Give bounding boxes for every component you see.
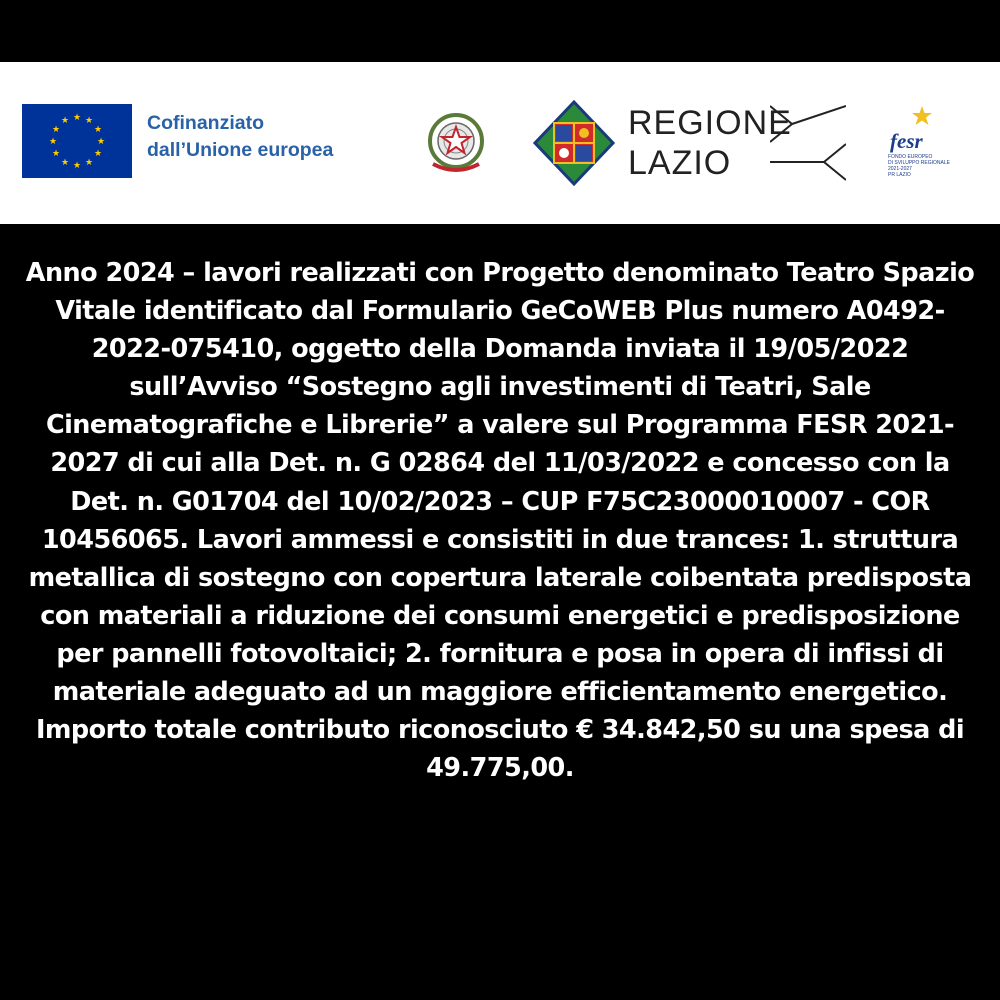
svg-text:★: ★ [84, 116, 94, 126]
svg-text:★: ★ [93, 125, 103, 135]
svg-text:★: ★ [60, 158, 70, 168]
svg-text:★: ★ [72, 161, 82, 171]
svg-text:★: ★ [51, 149, 61, 159]
svg-text:★: ★ [96, 137, 106, 147]
regione-label: REGIONE [628, 104, 792, 142]
logo-band [0, 62, 1000, 224]
eu-flag-icon [22, 104, 132, 178]
svg-text:★: ★ [84, 158, 94, 168]
svg-text:★: ★ [60, 116, 70, 126]
fesr-subtitle-line: FONDO EUROPEO [888, 154, 933, 160]
announcement-text: Anno 2024 – lavori realizzati con Progetto denominato Teatro Spazio Vitale identificato dal Formulario GeCoWEB Plus numero A0492-2022-075410, oggetto della Domanda inviata il 19/05/2022 sull’Avviso “Sostegno agli investimenti di Teatri, Sale Cinematografiche e Librerie” a valere sul Programma FESR 2021-2027 di cui alla Det. n. G 02864 del 11/03/2022 e concesso con la Det. n. G01704 del 10/02/2023 – CUP F75C23000010007 - COR 10456065. Lavori ammessi e consistiti in due trances: 1. struttura metallica di sostegno con copertura laterale coibentata predisposta con materiali a riduzione dei consumi energetici e predisposizione per pannelli fotovoltaici; 2. fornitura e posa in opera di infissi di materiale adeguato ad un maggiore efficientamento energetico. Importo totale contributo riconosciuto € 34.842,50 su una spesa di 49.775,00. [25, 258, 975, 784]
fesr-subtitle-line: DI SVILUPPO REGIONALE [888, 160, 950, 166]
eu-label-line1: Cofinanziato [147, 112, 264, 134]
lazio-label: LAZIO [628, 144, 732, 182]
fesr-subtitle-line: 2021-2027 [888, 166, 912, 172]
svg-text:★: ★ [51, 125, 61, 135]
svg-text:★: ★ [93, 149, 103, 159]
eu-label-line2: dall’Unione europea [147, 139, 334, 161]
fesr-subtitle [888, 154, 968, 178]
regione-lazio-lines-icon [770, 104, 846, 182]
svg-text:★: ★ [48, 137, 58, 147]
svg-text:★: ★ [72, 113, 82, 123]
fesr-logo-text: fesr [890, 129, 923, 153]
eu-cofinancing-label [147, 110, 333, 164]
italian-republic-emblem-icon [417, 104, 495, 182]
regione-lazio-crest-icon [533, 100, 615, 186]
fesr-subtitle-line: PR LAZIO [888, 172, 911, 178]
